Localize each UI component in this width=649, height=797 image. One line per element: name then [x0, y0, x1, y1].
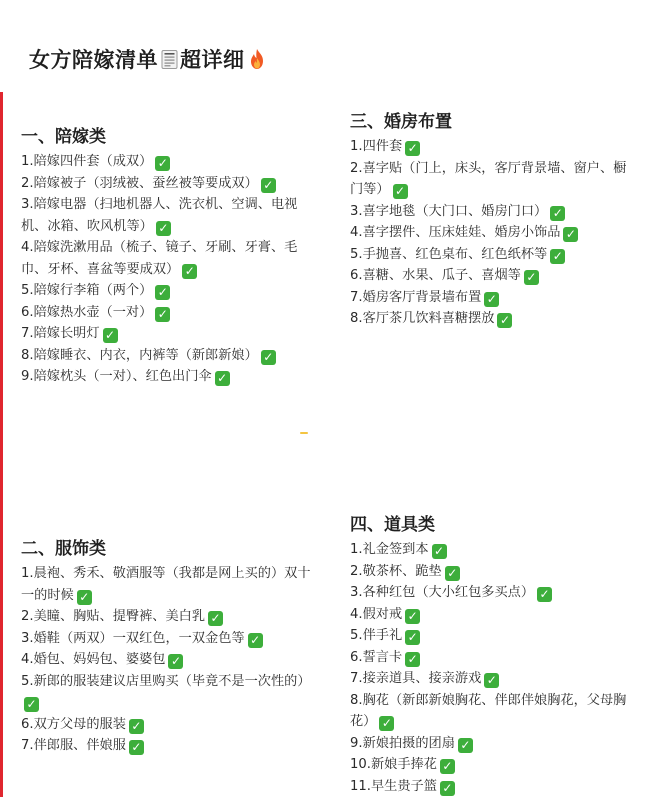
item-list — [350, 136, 635, 330]
check-mark-button-icon: ✓ — [440, 781, 455, 796]
check-mark-button-icon: ✓ — [103, 328, 118, 343]
check-mark-button-icon: ✓ — [537, 587, 552, 602]
check-mark-button-icon: ✓ — [155, 285, 170, 300]
item-list — [21, 151, 311, 388]
item-text: 1.礼金签到本 — [350, 542, 429, 557]
check-mark-button-icon: ✓ — [24, 697, 39, 712]
check-mark-button-icon: ✓ — [156, 221, 171, 236]
check-mark-button-icon: ✓ — [248, 633, 263, 648]
section-title: 二、服饰类 — [21, 539, 106, 559]
item-text: 2.喜字贴（门上，床头，客厅背景墙、窗户、橱门等） — [350, 160, 627, 197]
check-mark-button-icon: ✓ — [168, 654, 183, 669]
page-title-text: 女方陪嫁清单 — [29, 48, 158, 72]
item-text: 2.敬茶杯、跪垫 — [350, 563, 442, 579]
decorative-dot — [300, 432, 308, 434]
item-list — [350, 539, 635, 797]
item-text: 1.陪嫁四件套（成双） — [21, 154, 153, 169]
check-mark-button-icon: ✓ — [458, 738, 473, 753]
check-mark-button-icon: ✓ — [129, 740, 144, 755]
section-title: 三、婚房布置 — [350, 112, 452, 132]
check-mark-button-icon: ✓ — [484, 292, 499, 307]
list-item — [21, 173, 311, 195]
list-item — [21, 366, 311, 388]
list-item — [21, 323, 311, 345]
item-text: 7.婚房客厅背景墙布置 — [350, 289, 482, 305]
list-item — [350, 265, 635, 287]
item-text: 5.伴手礼 — [350, 628, 403, 643]
list-item — [21, 714, 311, 736]
item-text: 5.陪嫁行李箱（两个） — [21, 283, 153, 298]
item-text: 3.喜字地毯（大门口、婚房门口） — [350, 203, 548, 219]
list-item — [350, 604, 635, 626]
page-title — [29, 44, 267, 74]
check-mark-button-icon: ✓ — [215, 371, 230, 386]
check-mark-button-icon: ✓ — [379, 716, 394, 731]
list-item — [21, 563, 311, 606]
list-item — [350, 668, 635, 690]
list-item — [21, 151, 311, 173]
list-item — [350, 776, 635, 797]
list-item — [350, 308, 635, 330]
list-item — [350, 201, 635, 223]
check-mark-button-icon: ✓ — [155, 307, 170, 322]
check-mark-button-icon: ✓ — [261, 350, 276, 365]
section-wedding-room — [350, 109, 635, 330]
list-item — [350, 287, 635, 309]
check-mark-button-icon: ✓ — [155, 156, 170, 171]
list-item — [350, 733, 635, 755]
list-item — [21, 280, 311, 302]
item-text: 3.陪嫁电器（扫地机器人、洗衣机、空调、电视机、冰箱、吹风机等） — [21, 197, 298, 234]
list-item — [21, 628, 311, 650]
list-item — [350, 690, 635, 733]
section-title: 四、道具类 — [350, 515, 435, 535]
section-clothing — [21, 536, 311, 757]
check-mark-button-icon: ✓ — [405, 609, 420, 624]
item-text: 5.手抛喜、红色桌布、红色纸杯等 — [350, 246, 548, 262]
item-text: 6.陪嫁热水壶（一对） — [21, 304, 153, 320]
check-mark-button-icon: ✓ — [182, 264, 197, 279]
check-mark-button-icon: ✓ — [497, 313, 512, 328]
list-item — [350, 539, 635, 561]
item-text: 7.接亲道具、接亲游戏 — [350, 671, 482, 686]
list-item — [350, 136, 635, 158]
item-text: 8.客厅茶几饮料喜糖摆放 — [350, 311, 495, 326]
item-text: 5.新郎的服装建议店里购买（毕竟不是一次性的） — [21, 673, 311, 689]
list-item — [350, 561, 635, 583]
check-mark-button-icon: ✓ — [208, 611, 223, 626]
check-mark-button-icon: ✓ — [77, 590, 92, 605]
item-text: 9.新娘拍摄的团扇 — [350, 735, 455, 751]
item-text: 1.晨袍、秀禾、敬酒服等（我都是网上买的）双十一的时候 — [21, 566, 311, 603]
fire-icon — [247, 48, 267, 70]
check-mark-button-icon: ✓ — [405, 630, 420, 645]
list-item — [350, 582, 635, 604]
list-item — [21, 606, 311, 628]
item-text: 1.四件套 — [350, 139, 403, 154]
item-text: 4.婚包、妈妈包、婆婆包 — [21, 652, 166, 667]
left-edge-accent — [0, 92, 3, 797]
item-text: 6.喜糖、水果、瓜子、喜烟等 — [350, 268, 521, 283]
item-text: 2.美瞳、胸贴、提臀裤、美白乳 — [21, 609, 206, 624]
item-text: 3.婚鞋（两双）一双红色，一双金色等 — [21, 630, 245, 646]
item-text: 7.伴郎服、伴娘服 — [21, 738, 126, 753]
check-mark-button-icon: ✓ — [405, 141, 420, 156]
item-text: 9.陪嫁枕头（一对）、红色出门伞 — [21, 369, 212, 384]
item-text: 4.喜字摆件、压床娃娃、婚房小饰品 — [350, 225, 561, 240]
item-text: 8.胸花（新郎新娘胸花、伴郎伴娘胸花，父母胸花） — [350, 692, 627, 729]
section-dowry — [21, 124, 311, 388]
check-mark-button-icon: ✓ — [550, 249, 565, 264]
check-mark-button-icon: ✓ — [524, 270, 539, 285]
list-item — [21, 194, 311, 237]
check-mark-button-icon: ✓ — [405, 652, 420, 667]
list-item — [21, 671, 311, 714]
item-text: 6.双方父母的服装 — [21, 716, 126, 732]
page-title-suffix: 超详细 — [180, 48, 245, 72]
list-item — [350, 222, 635, 244]
item-text: 6.誓言卡 — [350, 649, 403, 665]
list-item — [350, 244, 635, 266]
list-item — [21, 302, 311, 324]
check-mark-button-icon: ✓ — [432, 544, 447, 559]
item-text: 11.早生贵子篮 — [350, 778, 437, 794]
item-text: 4.陪嫁洗漱用品（梳子、镜子、牙刷、牙膏、毛巾、牙杯、喜盆等要成双） — [21, 240, 298, 277]
check-mark-button-icon: ✓ — [129, 719, 144, 734]
item-text: 3.各种红包（大小红包多买点） — [350, 585, 535, 600]
item-text: 4.假对戒 — [350, 606, 403, 622]
check-mark-button-icon: ✓ — [440, 759, 455, 774]
list-item — [350, 647, 635, 669]
item-list — [21, 563, 311, 757]
list-icon — [161, 50, 178, 69]
check-mark-button-icon: ✓ — [393, 184, 408, 199]
item-text: 2.陪嫁被子（羽绒被、蚕丝被等要成双） — [21, 175, 258, 191]
section-props — [350, 512, 635, 797]
item-text: 10.新娘手捧花 — [350, 757, 437, 772]
section-title: 一、陪嫁类 — [21, 127, 106, 147]
list-item — [21, 345, 311, 367]
check-mark-button-icon: ✓ — [563, 227, 578, 242]
list-item — [350, 625, 635, 647]
list-item — [21, 649, 311, 671]
check-mark-button-icon: ✓ — [484, 673, 499, 688]
item-text: 8.陪嫁睡衣、内衣，内裤等（新郎新娘） — [21, 347, 258, 363]
check-mark-button-icon: ✓ — [261, 178, 276, 193]
list-item — [21, 735, 311, 757]
list-item — [350, 754, 635, 776]
check-mark-button-icon: ✓ — [550, 206, 565, 221]
check-mark-button-icon: ✓ — [445, 566, 460, 581]
item-text: 7.陪嫁长明灯 — [21, 326, 100, 341]
list-item — [21, 237, 311, 280]
list-item — [350, 158, 635, 201]
